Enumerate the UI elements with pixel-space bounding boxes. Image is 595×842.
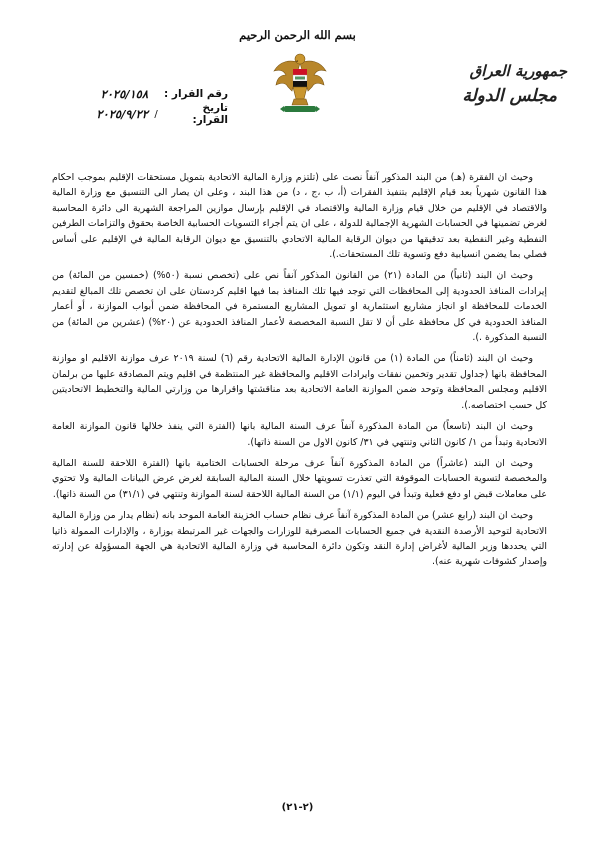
paragraph: وحيث ان البند (ثامناً) من المادة (١) من قانون الإدارة المالية الاتحادية رقم (٦) لسنة ٢٠١٩ عرف موازنة الاقليم او موازنة المحافظة بانها (جداول تقدير وتخمين نفقات وايرادات الاقليم والمحافظة غير المنتظمة في اقليم ويتم المصادقة عليها من برلمان الاقليم ومجلس المحافظة وتوحد ضمن الموازنة العامة الاتحادية بعد مناقشتها واقرارها من وزارتي المالية والتخطيط الاتحاديتين كل حسب اختصاصه.). [52,353,547,411]
letterhead [0,0,595,140]
iraq-eagle-emblem-icon [272,45,328,125]
decision-date-separator: / [154,108,158,120]
decision-number-row [28,84,228,104]
paragraph: وحيث ان الفقرة (هـ) من البند المذكور آنفاً نصت على (تلتزم وزارة المالية الاتحادية بتمويل مستحقات الإقليم بموجب احكام هذا القانون شهرياً بعد قيام الإقليم بتنفيذ الفقرات (أ، ب ،ج ، د) من هذا البند ، وعلى ان يصار الى التنسيق مع وزارة المالية والاقتصاد في الإقليم من خلال قيام وزارة المالية والاقتصاد في الإقليم بإرسال موازين المراجعة الشهرية الى دائرة المحاسبة لغرض تضمينها في الحسابات الشهرية الإجمالية للدولة ، على ان يتم أجراء التسويات الحسابية الخاصة بحقوق والتزامات الطرفين النفطية وغير النفطية بعد تدقيقها من ديوان الرقابة المالية الاتحادي بالتنسيق مع ديوان الرقابة المالية في الإقليم على أساس فصلي بما يضمن انسيابية دفع وتسوية تلك المستحقات.). [52,172,547,261]
decision-date-label: تاريخ القرار: [192,102,228,126]
decision-number-label: رقم القرار : [164,88,228,100]
decision-number-value: ٢٠٢٥/١٥٨ [100,87,148,101]
decision-date-value: ٢٠٢٥/٩/٢٢ [96,107,148,121]
page-number: (٢-٢١) [281,802,314,813]
decision-meta [28,84,228,124]
basmala-heading: بسم الله الرحمن الرحيم [239,28,356,42]
brand-republic-of-iraq: جمهورية العراق [469,62,567,80]
paragraph: وحيث ان البند (تاسعاً) من المادة المذكورة آنفاً عرف السنة المالية بانها (الفترة التي ينفذ خلالها قانون الموازنة العامة الاتحادية وتبدأ من ١/ كانون الثاني وتنتهي في ٣١/ كانون الاول من السنة ذاتها). [52,421,547,448]
council-brand [447,62,567,106]
brand-state-council: مجلس الدولة [462,86,557,106]
paragraph: وحيث ان البند (ثانياً) من المادة (٢١) من القانون المذكور آنفاً نص على (تخصص نسبة (٥٠%) (خمسين من المائة) من إيرادات المنافذ الحدودية إلى المحافظات التي توجد فيها تلك المنافذ بما فيها اقليم كردستان على ان تخصص تلك المبالغ لتقديم الخدمات للمحافظة او انجاز مشاريع استثمارية او تمويل المشاريع المستمرة في المحافظة ضمن أبواب الموازنة ، أو أعمار المنافذ الحدودية في كل محافظة على أن لا تقل النسبة المخصصة لأعمار المنافذ الحدودية عن (٢٠%) (عشرين من المائة) من النسبة المذكورة .). [52,270,547,344]
paragraph: وحيث ان البند (رابع عشر) من المادة المذكورة آنفاً عرف نظام حساب الخزينة العامة الموحد بانه (نظام يدار من وزارة المالية الاتحادية لتوحيد الأرصدة النقدية في جميع الحسابات المصرفية للوزارات والجهات غير المرتبطة بوزارة ، والإدارات الممولة ذاتيا التي يحددها وزير المالية لأغراض إدارة النقد وتكون دائرة المحاسبة في وزارة المالية الاتحادية هي الجهة المسؤولة عن إدارته وإصدار كشوفات شهرية عنه). [52,510,547,568]
decision-date-row [28,104,228,124]
paragraph: وحيث ان البند (عاشراً) من المادة المذكورة آنفاً عرف مرحلة الحسابات الختامية بانها (الفترة اللاحقة للسنة المالية والمخصصة لتسوية الحسابات الموقوفة التي تعذرت تسويتها خلال السنة المالية السابقة لغرض عرض البيانات المالية ولا تحتوي على معاملات قبض او دفع فعلية وتبدأ في اليوم (١/١) من السنة المالية اللاحقة لسنة الموازنة وتنتهي في (٣١/١) من السنة ذاتها). [52,457,547,500]
decision-body [52,170,547,576]
